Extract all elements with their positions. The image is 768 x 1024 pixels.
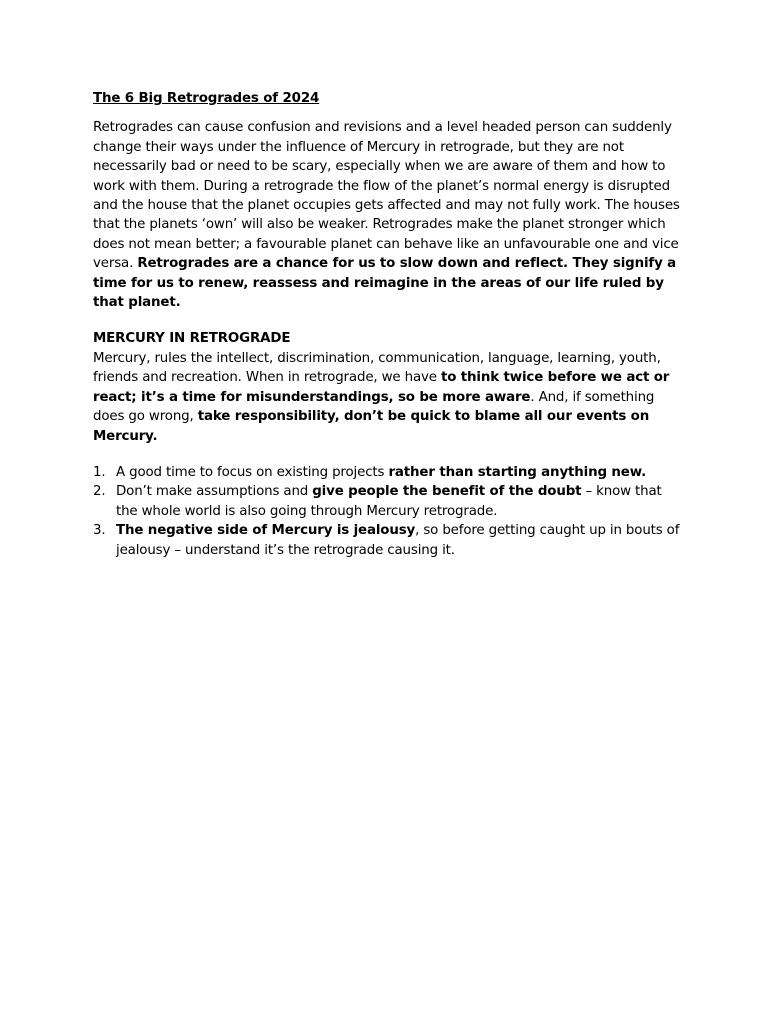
mercury-paragraph [93, 349, 683, 446]
list-item-text-after: – know that the whole world is also going through Mercury retrograde. [116, 484, 662, 519]
mercury-tips-list [93, 463, 683, 560]
list-item-text: A good time to focus on existing projects [116, 464, 389, 480]
list-item-bold-text: The negative side of Mercury is jealousy [116, 523, 416, 539]
list-item-text-after: , so before getting caught up in bouts of jealousy – understand it’s the retrograde causing it. [116, 523, 680, 558]
list-item-number: 1. [93, 464, 106, 480]
mercury-text-2: . And, if something does go wrong, [93, 389, 655, 425]
mercury-bold-1: to think twice before we act or react; it’s a time for misunderstandings, so be more aware [93, 370, 670, 405]
intro-bold-text: Retrogrades are a chance for us to slow down and reflect. They signify a time for us to renew, reassess and reimagine in the areas of our life ruled by that planet. [93, 256, 677, 311]
list-item [93, 463, 683, 482]
list-item-number: 2. [93, 484, 106, 500]
list-item-bold-text: rather than starting anything new. [388, 464, 647, 480]
mercury-text-1: Mercury, rules the intellect, discrimination, communication, language, learning, youth, friends and recreation. When in retrograde, we have [93, 350, 661, 386]
intro-text: Retrogrades can cause confusion and revisions and a level headed person can suddenly change their ways under the influence of Mercury in retrograde, but they are not necessarily bad or need to be scary, especially when we are aware of them and how to work with them. During a retrograde the flow of the planet’s normal energy is disrupted and the house that the planet occupies gets affected and may not fully work. The houses that the planets ‘own’ will also be weaker. Retrogrades make the planet stronger which does not mean better; a favourable planet can behave like an unfavourable one and vice versa. [93, 120, 680, 272]
document-page [93, 89, 683, 560]
list-item [93, 521, 683, 560]
document-title: The 6 Big Retrogrades of 2024 [93, 91, 320, 106]
list-item-text: Don’t make assumptions and [116, 484, 313, 500]
list-item-bold-text: give people the benefit of the doubt [312, 484, 582, 500]
intro-paragraph [93, 118, 683, 312]
mercury-heading: MERCURY IN RETROGRADE [93, 331, 291, 347]
list-item [93, 482, 683, 521]
list-item-number: 3. [93, 523, 106, 539]
mercury-bold-2: take responsibility, don’t be quick to blame all our events on Mercury. [93, 409, 650, 444]
